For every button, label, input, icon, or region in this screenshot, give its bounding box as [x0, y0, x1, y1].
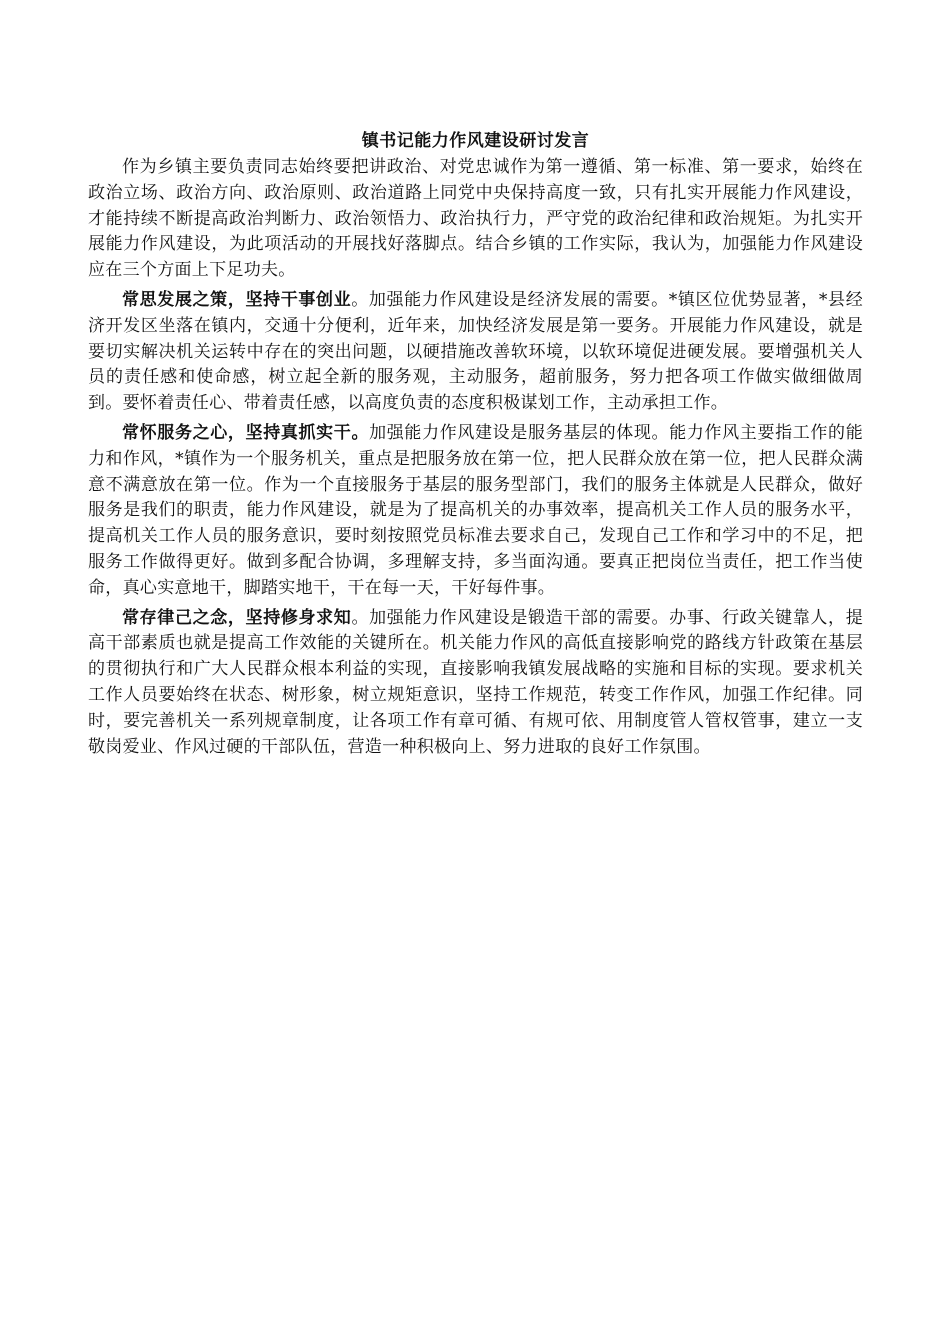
- paragraph-service: [88, 421, 863, 602]
- paragraph-self-discipline: [88, 606, 863, 761]
- document-page: [88, 128, 863, 764]
- document-title: 镇书记能力作风建设研讨发言: [361, 131, 590, 151]
- paragraph-text: 作为乡镇主要负责同志始终要把讲政治、对党忠诚作为第一遵循、第一标准、第一要求，始终在政治立场、政治方向、政治原则、政治道路上同党中央保持高度一致，只有扎实开展能力作风建设，才能持续不断提高政治判断力、政治领悟力、政治执行力，严守党的政治纪律和政治规矩。为扎实开展能力作风建设，为此项活动的开展找好落脚点。结合乡镇的工作实际，我认为，加强能力作风建设应在三个方面上下足功夫。: [88, 157, 863, 281]
- paragraph-lead: 常怀服务之心，坚持真抓实干。: [122, 422, 370, 443]
- paragraph-intro: [88, 155, 863, 284]
- paragraph-lead: 常思发展之策，坚持干事创业: [122, 289, 352, 310]
- paragraph-development: [88, 288, 863, 417]
- paragraph-text: 加强能力作风建设是服务基层的体现。能力作风主要指工作的能力和作风，*镇作为一个服务机关，重点是把服务放在第一位，把人民群众放在第一位，把人民群众满意不满意放在第一位。作为一个直接服务于基层的服务型部门，我们的服务主体就是人民群众，做好服务是我们的职责，能力作风建设，就是为了提高机关的办事效率，提高机关工作人员的服务水平，提高机关工作人员的服务意识，要时刻按照党员标准去要求自己，发现自己工作和学习中的不足，把服务工作做得更好。做到多配合协调，多理解支持，多当面沟通。要真正把岗位当责任，把工作当使命，真心实意地干，脚踏实地干，干在每一天，干好每件事。: [88, 422, 864, 598]
- paragraph-text: 。加强能力作风建设是经济发展的需要。*镇区位优势显著，*县经济开发区坐落在镇内，交通十分便利，近年来，加快经济发展是第一要务。开展能力作风建设，就是要切实解决机关运转中存在的突出问题，以硬措施改善软环境，以软环境促进硬发展。要增强机关人员的责任感和使命感，树立起全新的服务观，主动服务，超前服务，努力把各项工作做实做细做周到。要怀着责任心、带着责任感，以高度负责的态度积极谋划工作，主动承担工作。: [88, 289, 863, 414]
- paragraph-text: 。加强能力作风建设是锻造干部的需要。办事、行政关键靠人，提高干部素质也就是提高工作效能的关键所在。机关能力作风的高低直接影响党的路线方针政策在基层的贯彻执行和广大人民群众根本利益的实现，直接影响我镇发展战略的实施和目标的实现。要求机关工作人员要始终在状态、树形象，树立规矩意识，坚持工作规范，转变工作作风，加强工作纪律。同时，要完善机关一系列规章制度，让各项工作有章可循、有规可依、用制度管人管权管事，建立一支敬岗爱业、作风过硬的干部队伍，营造一种积极向上、努力进取的良好工作氛围。: [88, 607, 863, 757]
- paragraph-lead: 常存律己之念，坚持修身求知: [122, 607, 352, 628]
